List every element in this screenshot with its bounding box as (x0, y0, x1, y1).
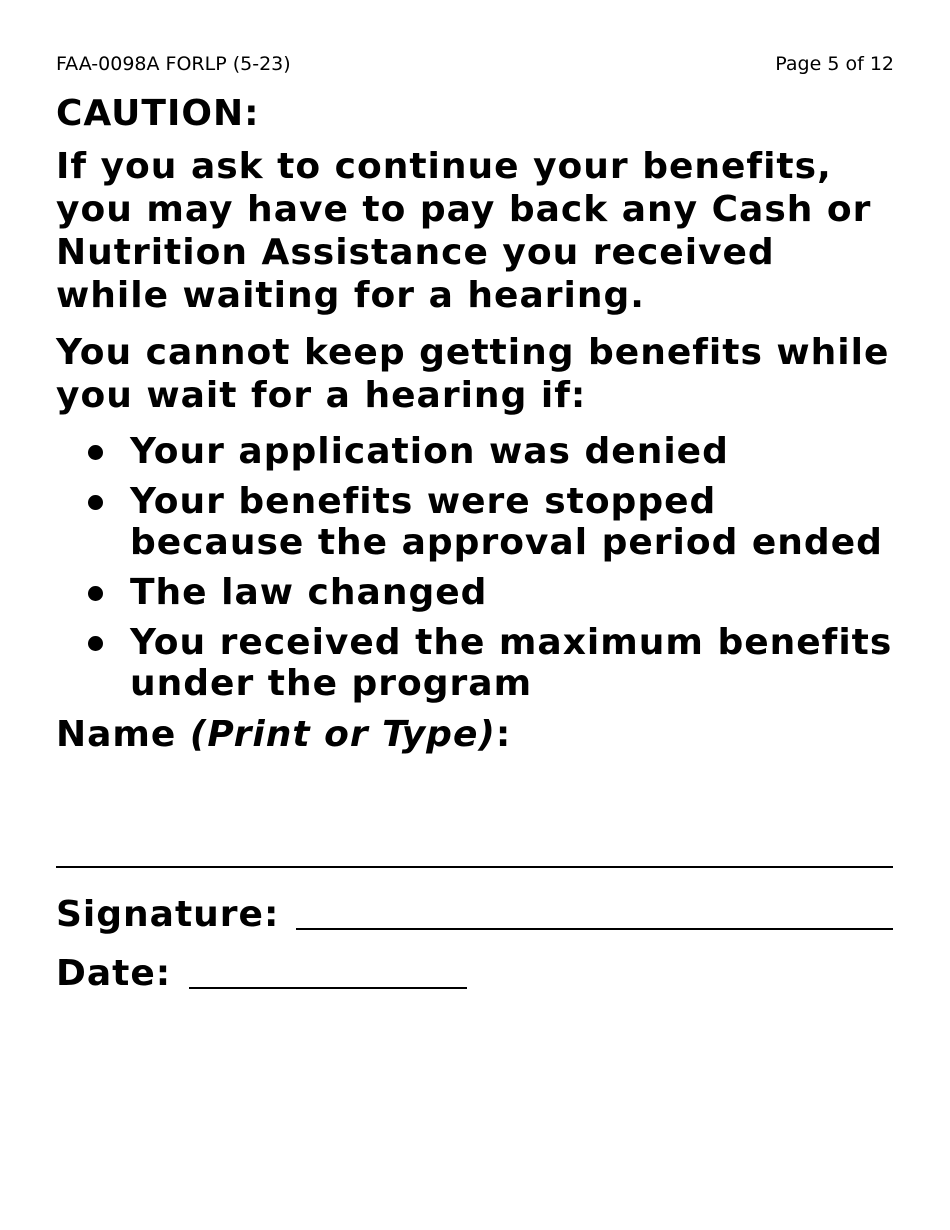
form-id: FAA-0098A FORLP (5-23) (56, 53, 291, 75)
name-label-colon: : (495, 714, 512, 755)
date-input-line[interactable] (189, 987, 467, 989)
list-item (130, 481, 896, 563)
name-input-line[interactable] (56, 866, 893, 868)
bullet-icon (88, 586, 103, 601)
list-item (130, 572, 896, 613)
caution-warning: If you ask to continue your benefits, you may have to pay back any Cash or Nutrition Assistance you received while waiting for a hearing. (56, 146, 872, 316)
signature-input-line[interactable] (296, 928, 893, 930)
bullet-icon (88, 636, 103, 651)
list-item (130, 431, 896, 472)
name-hint: (Print or Type) (189, 714, 496, 755)
list-item-text: Your application was denied (130, 431, 729, 472)
list-item-text: You received the maximum benefits under the program (130, 622, 893, 704)
date-label: Date: (56, 953, 172, 994)
signature-label: Signature: (56, 894, 280, 935)
list-item (130, 622, 896, 704)
page-indicator: Page 5 of 12 (775, 53, 894, 75)
name-label-text: Name (56, 714, 177, 755)
conditions-list (56, 431, 896, 704)
caution-title: CAUTION: (56, 93, 260, 134)
list-item-text: The law changed (130, 572, 488, 613)
bullet-icon (88, 445, 103, 460)
document-body (56, 92, 896, 756)
name-field-label (56, 713, 896, 756)
conditions-intro: You cannot keep getting benefits while you wait for a hearing if: (56, 332, 890, 416)
bullet-icon (88, 495, 103, 510)
list-item-text: Your benefits were stopped because the approval period ended (130, 481, 883, 563)
